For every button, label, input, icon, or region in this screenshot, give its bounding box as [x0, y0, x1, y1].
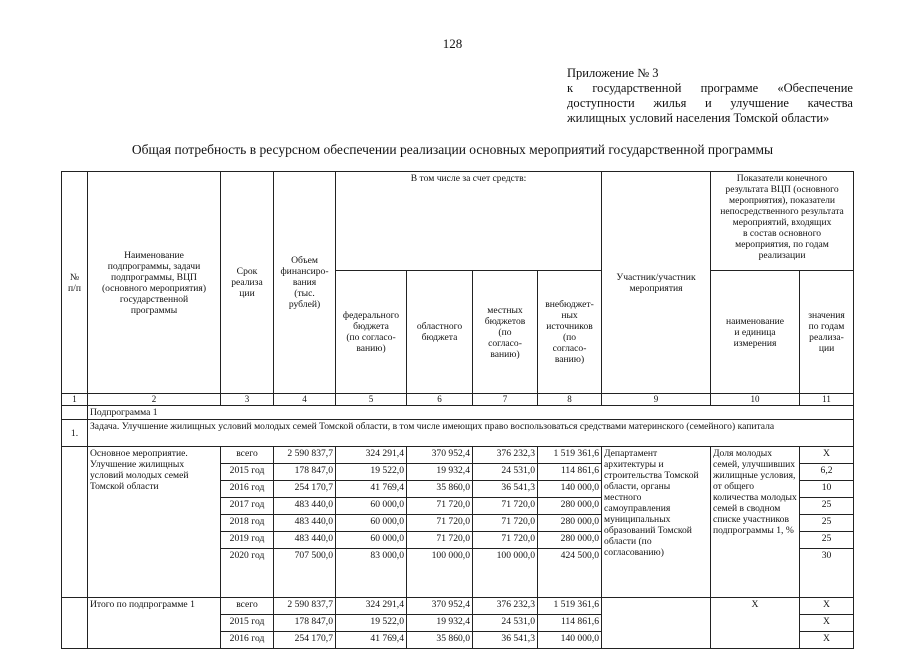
column-number: 6 — [407, 394, 473, 406]
header-indicator-values: значения по годам реализа- ции — [800, 271, 854, 394]
federal: 60 000,0 — [336, 515, 407, 532]
indicator-value: 6,2 — [800, 464, 854, 481]
extrabudget: 1 519 361,6 — [538, 447, 602, 464]
federal: 41 769,4 — [336, 632, 407, 649]
header-indicator-name: наименование и единица измерения — [711, 271, 800, 394]
total: 178 847,0 — [274, 615, 336, 632]
subtotal-name: Итого по подпрограмме 1 — [88, 598, 221, 649]
header-regional: областного бюджета — [407, 271, 473, 394]
appendix-word: к — [567, 81, 574, 95]
local: 71 720,0 — [473, 515, 538, 532]
empty-cell — [602, 598, 711, 649]
activity-row — [62, 447, 854, 464]
period: 2017 год — [221, 498, 274, 515]
header-sources-group: В том числе за счет средств: — [336, 172, 602, 271]
regional: 19 932,4 — [407, 464, 473, 481]
local: 376 232,3 — [473, 447, 538, 464]
column-number: 5 — [336, 394, 407, 406]
indicator-name: Доля молодых семей, улучшивших жилищные условия, от общего количества молодых семей в сводном списке участников подпрограммы 1, % — [711, 447, 800, 598]
extrabudget: 140 000,0 — [538, 632, 602, 649]
subprogram-row — [62, 406, 854, 420]
federal: 324 291,4 — [336, 598, 407, 615]
extrabudget: 140 000,0 — [538, 481, 602, 498]
column-number: 8 — [538, 394, 602, 406]
total: 254 170,7 — [274, 481, 336, 498]
period: 2020 год — [221, 549, 274, 598]
local: 71 720,0 — [473, 532, 538, 549]
empty-cell — [62, 406, 88, 420]
empty-cell — [62, 447, 88, 598]
header-local: местных бюджетов (по согласо- ванию) — [473, 271, 538, 394]
period: 2016 год — [221, 632, 274, 649]
page-number: 128 — [442, 36, 463, 51]
federal: 83 000,0 — [336, 549, 407, 598]
header-number: № п/п — [62, 172, 88, 394]
total: 483 440,0 — [274, 515, 336, 532]
period: всего — [221, 598, 274, 615]
extrabudget: 280 000,0 — [538, 498, 602, 515]
federal: 41 769,4 — [336, 481, 407, 498]
local: 36 541,3 — [473, 632, 538, 649]
total: 2 590 837,7 — [274, 447, 336, 464]
column-number: 2 — [88, 394, 221, 406]
regional: 19 932,4 — [407, 615, 473, 632]
indicator-value: Х — [800, 447, 854, 464]
period: 2015 год — [221, 464, 274, 481]
extrabudget: 424 500,0 — [538, 549, 602, 598]
regional: 370 952,4 — [407, 447, 473, 464]
local: 36 541,3 — [473, 481, 538, 498]
column-number: 7 — [473, 394, 538, 406]
local: 376 232,3 — [473, 598, 538, 615]
indicator-value: 10 — [800, 481, 854, 498]
indicator-value: Х — [800, 598, 854, 615]
appendix-line-1: Приложение № 3 — [567, 66, 659, 80]
period: всего — [221, 447, 274, 464]
regional: 71 720,0 — [407, 515, 473, 532]
indicator-value: 25 — [800, 515, 854, 532]
header-name: Наименование подпрограммы, задачи подпрограммы, ВЦП (основного мероприятия) государственной программы — [88, 172, 221, 394]
local: 24 531,0 — [473, 464, 538, 481]
appendix-line-2 — [567, 81, 853, 96]
federal: 60 000,0 — [336, 532, 407, 549]
local: 100 000,0 — [473, 549, 538, 598]
header-row-1 — [62, 172, 854, 271]
empty-cell — [62, 598, 88, 649]
regional: 71 720,0 — [407, 532, 473, 549]
header-indicators-group: Показатели конечного результата ВЦП (основного мероприятия), показатели непосредственного результата мероприятий, входящих в состав основного мероприятия, по годам реализации — [711, 172, 854, 271]
participant: Департамент архитектуры и строительства Томской области, органы местного самоуправления муниципальных образований Томской области (по согласованию) — [602, 447, 711, 598]
activity-name: Основное мероприятие. Улучшение жилищных условий молодых семей Томской области — [88, 447, 221, 598]
extrabudget: 280 000,0 — [538, 532, 602, 549]
extrabudget: 114 861,6 — [538, 464, 602, 481]
task-row — [62, 420, 854, 447]
total: 254 170,7 — [274, 632, 336, 649]
task-text: Задача. Улучшение жилищных условий молодых семей Томской области, в том числе имеющих право воспользоваться средствами материнского (семейного) капитала — [88, 420, 854, 447]
total: 178 847,0 — [274, 464, 336, 481]
period: 2016 год — [221, 481, 274, 498]
extrabudget: 280 000,0 — [538, 515, 602, 532]
header-federal: федерального бюджета (по согласо- ванию) — [336, 271, 407, 394]
extrabudget: 1 519 361,6 — [538, 598, 602, 615]
indicator-value: 30 — [800, 549, 854, 598]
appendix-word: государственной — [592, 81, 682, 95]
period: 2019 год — [221, 532, 274, 549]
appendix-word: и — [705, 96, 712, 110]
header-participant: Участник/участник мероприятия — [602, 172, 711, 394]
federal: 324 291,4 — [336, 447, 407, 464]
appendix-word: качества — [807, 96, 853, 110]
column-number-row — [62, 394, 854, 406]
appendix-word: улучшение — [730, 96, 789, 110]
total: 483 440,0 — [274, 532, 336, 549]
subprogram-label: Подпрограмма 1 — [88, 406, 854, 420]
appendix-line-4: жилищных условий населения Томской области» — [567, 111, 830, 125]
header-volume: Объем финансиро- вания (тыс. рублей) — [274, 172, 336, 394]
indicator-value: Х — [800, 615, 854, 632]
total: 707 500,0 — [274, 549, 336, 598]
subtotal-row — [62, 598, 854, 615]
header-term: Срок реализа ции — [221, 172, 274, 394]
local: 24 531,0 — [473, 615, 538, 632]
appendix-block — [567, 66, 853, 126]
indicator-value: 25 — [800, 532, 854, 549]
total: 2 590 837,7 — [274, 598, 336, 615]
total: 483 440,0 — [274, 498, 336, 515]
header-extrabudget: внебюджет- ных источников (по согласо- ванию) — [538, 271, 602, 394]
column-number: 4 — [274, 394, 336, 406]
subtotal-indicator: Х — [711, 598, 800, 649]
federal: 19 522,0 — [336, 464, 407, 481]
regional: 71 720,0 — [407, 498, 473, 515]
appendix-word: доступности — [567, 96, 635, 110]
local: 71 720,0 — [473, 498, 538, 515]
column-number: 11 — [800, 394, 854, 406]
regional: 35 860,0 — [407, 481, 473, 498]
resource-table — [61, 171, 854, 649]
column-number: 1 — [62, 394, 88, 406]
appendix-word: программе — [700, 81, 759, 95]
column-number: 3 — [221, 394, 274, 406]
federal: 19 522,0 — [336, 615, 407, 632]
federal: 60 000,0 — [336, 498, 407, 515]
indicator-value: Х — [800, 632, 854, 649]
task-number: 1. — [62, 420, 88, 447]
regional: 35 860,0 — [407, 632, 473, 649]
extrabudget: 114 861,6 — [538, 615, 602, 632]
appendix-line-3 — [567, 96, 853, 111]
column-number: 9 — [602, 394, 711, 406]
regional: 100 000,0 — [407, 549, 473, 598]
column-number: 10 — [711, 394, 800, 406]
period: 2018 год — [221, 515, 274, 532]
indicator-value: 25 — [800, 498, 854, 515]
document-title: Общая потребность в ресурсном обеспечении реализации основных мероприятий государственной программы — [131, 142, 774, 157]
period: 2015 год — [221, 615, 274, 632]
appendix-word: жилья — [653, 96, 687, 110]
appendix-word: «Обеспечение — [777, 81, 853, 95]
regional: 370 952,4 — [407, 598, 473, 615]
